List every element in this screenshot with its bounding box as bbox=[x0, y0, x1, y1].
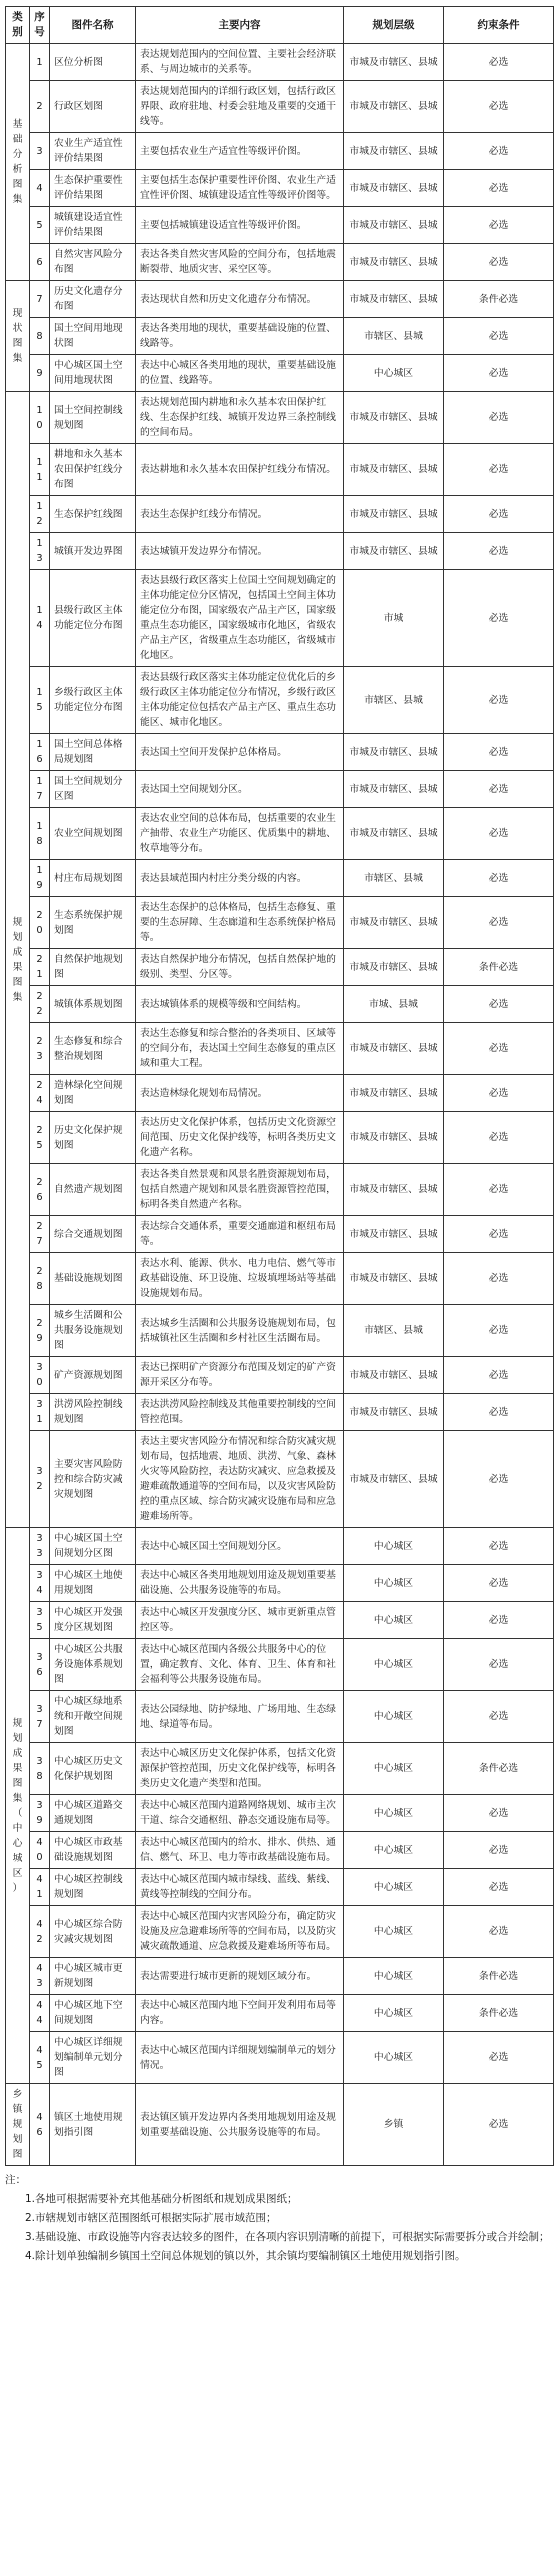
level-cell: 市城 bbox=[344, 570, 444, 667]
table-row bbox=[6, 734, 554, 771]
content-cell: 表达中心城区范围内的给水、排水、供热、通信、燃气、环卫、电力等市政基础设施布局。 bbox=[136, 1832, 344, 1869]
content-cell: 表达国土空间开发保护总体格局。 bbox=[136, 734, 344, 771]
table-row bbox=[6, 771, 554, 808]
requirement-cell: 必选 bbox=[444, 1602, 554, 1639]
seq-cell: 21 bbox=[30, 949, 50, 986]
content-cell: 表达国土空间规划分区。 bbox=[136, 771, 344, 808]
requirement-cell: 必选 bbox=[444, 2032, 554, 2084]
seq-cell: 34 bbox=[30, 1565, 50, 1602]
content-cell: 表达各类自然灾害风险的空间分布，包括地震断裂带、地质灾害、采空区等。 bbox=[136, 244, 344, 281]
level-cell: 市城及市辖区、县城 bbox=[344, 207, 444, 244]
seq-cell: 3 bbox=[30, 133, 50, 170]
name-cell: 基础设施规划图 bbox=[50, 1253, 136, 1305]
content-cell: 表达规划范围内的空间位置、主要社会经济联系、与周边城市的关系等。 bbox=[136, 44, 344, 81]
level-cell: 市城及市辖区、县城 bbox=[344, 496, 444, 533]
table-row bbox=[6, 570, 554, 667]
name-cell: 中心城区土地使用规划图 bbox=[50, 1565, 136, 1602]
level-cell: 市城及市辖区、县城 bbox=[344, 1075, 444, 1112]
requirement-cell: 必选 bbox=[444, 1075, 554, 1112]
level-cell: 市城及市辖区、县城 bbox=[344, 133, 444, 170]
requirement-cell: 必选 bbox=[444, 133, 554, 170]
table-row bbox=[6, 1743, 554, 1795]
note-item: 1.各地可根据需要补充其他基础分析图纸和规划成果图纸； bbox=[25, 2193, 298, 2205]
name-cell: 中心城区市政基础设施规划图 bbox=[50, 1832, 136, 1869]
level-cell: 市城及市辖区、县城 bbox=[344, 44, 444, 81]
name-cell: 中心城区国土空间用地现状图 bbox=[50, 355, 136, 392]
category-cell: 规 划 成 果 图 集 bbox=[6, 392, 30, 1528]
header-requirement: 约束条件 bbox=[444, 7, 554, 44]
name-cell: 国土空间总体格局规划图 bbox=[50, 734, 136, 771]
table-row bbox=[6, 1995, 554, 2032]
content-cell: 表达中心城区范围内道路网络规划、城市主次干道、综合交通枢纽、静态交通设施布局等。 bbox=[136, 1795, 344, 1832]
requirement-cell: 必选 bbox=[444, 1394, 554, 1431]
table-row bbox=[6, 170, 554, 207]
level-cell: 中心城区 bbox=[344, 1691, 444, 1743]
requirement-cell: 必选 bbox=[444, 771, 554, 808]
header-row bbox=[6, 7, 554, 44]
table-row bbox=[6, 392, 554, 444]
name-cell: 中心城区国土空间规划分区图 bbox=[50, 1528, 136, 1565]
seq-cell: 24 bbox=[30, 1075, 50, 1112]
seq-cell: 20 bbox=[30, 897, 50, 949]
table-row bbox=[6, 496, 554, 533]
level-cell: 市城及市辖区、县城 bbox=[344, 1112, 444, 1164]
name-cell: 乡级行政区主体功能定位分布图 bbox=[50, 667, 136, 734]
name-cell: 生态系统保护规划图 bbox=[50, 897, 136, 949]
level-cell: 市城及市辖区、县城 bbox=[344, 533, 444, 570]
content-cell: 表达生态保护的总体格局，包括生态修复、重要的生态屏障、生态廊道和生态系统保护格局等。 bbox=[136, 897, 344, 949]
seq-cell: 40 bbox=[30, 1832, 50, 1869]
category-cell: 现 状 图 集 bbox=[6, 281, 30, 392]
level-cell: 市城及市辖区、县城 bbox=[344, 949, 444, 986]
requirement-cell: 必选 bbox=[444, 986, 554, 1023]
table-row bbox=[6, 1357, 554, 1394]
name-cell: 自然保护地规划图 bbox=[50, 949, 136, 986]
requirement-cell: 条件必选 bbox=[444, 281, 554, 318]
table-row bbox=[6, 667, 554, 734]
requirement-cell: 必选 bbox=[444, 1164, 554, 1216]
name-cell: 综合交通规划图 bbox=[50, 1216, 136, 1253]
requirement-cell: 条件必选 bbox=[444, 1743, 554, 1795]
seq-cell: 37 bbox=[30, 1691, 50, 1743]
notes-section bbox=[5, 2171, 553, 2266]
seq-cell: 39 bbox=[30, 1795, 50, 1832]
seq-cell: 31 bbox=[30, 1394, 50, 1431]
seq-cell: 7 bbox=[30, 281, 50, 318]
content-cell: 表达中心城区开发强度分区、城市更新重点管控区等。 bbox=[136, 1602, 344, 1639]
requirement-cell: 必选 bbox=[444, 667, 554, 734]
level-cell: 市城及市辖区、县城 bbox=[344, 281, 444, 318]
name-cell: 城镇开发边界图 bbox=[50, 533, 136, 570]
table-row bbox=[6, 1394, 554, 1431]
content-cell: 表达规划范围内耕地和永久基本农田保护红线、生态保护红线、城镇开发边界三条控制线的空间布局。 bbox=[136, 392, 344, 444]
content-cell: 表达各类用地的现状，重要基础设施的位置、线路等。 bbox=[136, 318, 344, 355]
name-cell: 中心城区详细规划编制单元划分图 bbox=[50, 2032, 136, 2084]
table-row bbox=[6, 2084, 554, 2166]
content-cell: 表达中心城区范围内地下空间开发利用布局等内容。 bbox=[136, 1995, 344, 2032]
name-cell: 中心城区综合防灾减灾规划图 bbox=[50, 1906, 136, 1958]
name-cell: 矿产资源规划图 bbox=[50, 1357, 136, 1394]
content-cell: 表达中心城区范围内城市绿线、蓝线、紫线、黄线等控制线的空间分布。 bbox=[136, 1869, 344, 1906]
content-cell: 表达各类自然景观和风景名胜资源规划布局，包括自然遗产规划和风景名胜资源管控范围，标明各类自然遗产名称。 bbox=[136, 1164, 344, 1216]
table-row bbox=[6, 1602, 554, 1639]
requirement-cell: 必选 bbox=[444, 1253, 554, 1305]
content-cell: 主要包括生态保护重要性评价图、农业生产适宜性评价图、城镇建设适宜性等级评价图等。 bbox=[136, 170, 344, 207]
level-cell: 中心城区 bbox=[344, 1995, 444, 2032]
seq-cell: 14 bbox=[30, 570, 50, 667]
table-row bbox=[6, 1958, 554, 1995]
table-row bbox=[6, 81, 554, 133]
level-cell: 市城及市辖区、县城 bbox=[344, 444, 444, 496]
note-item: 2.市辖规划市辖区范围图纸可根据实际扩展市域范围； bbox=[25, 2212, 277, 2224]
seq-cell: 4 bbox=[30, 170, 50, 207]
name-cell: 自然遗产规划图 bbox=[50, 1164, 136, 1216]
table-row bbox=[6, 1112, 554, 1164]
name-cell: 农业生产适宜性评价结果图 bbox=[50, 133, 136, 170]
requirement-cell: 必选 bbox=[444, 496, 554, 533]
content-cell: 表达生态修复和综合整治的各类项目、区域等的空间分布，表达国土空间生态修复的重点区域和重大工程。 bbox=[136, 1023, 344, 1075]
requirement-cell: 必选 bbox=[444, 860, 554, 897]
level-cell: 市辖区、县城 bbox=[344, 318, 444, 355]
table-row bbox=[6, 897, 554, 949]
header-name: 图件名称 bbox=[50, 7, 136, 44]
level-cell: 市城及市辖区、县城 bbox=[344, 1253, 444, 1305]
table-row bbox=[6, 1639, 554, 1691]
level-cell: 市城及市辖区、县城 bbox=[344, 170, 444, 207]
table-row bbox=[6, 244, 554, 281]
requirement-cell: 必选 bbox=[444, 1565, 554, 1602]
name-cell: 中心城区绿地系统和开敞空间规划图 bbox=[50, 1691, 136, 1743]
level-cell: 中心城区 bbox=[344, 1795, 444, 1832]
seq-cell: 12 bbox=[30, 496, 50, 533]
table-row bbox=[6, 1832, 554, 1869]
name-cell: 生态保护重要性评价结果图 bbox=[50, 170, 136, 207]
seq-cell: 22 bbox=[30, 986, 50, 1023]
table-row bbox=[6, 860, 554, 897]
requirement-cell: 必选 bbox=[444, 207, 554, 244]
table-row bbox=[6, 355, 554, 392]
requirement-cell: 必选 bbox=[444, 1795, 554, 1832]
seq-cell: 43 bbox=[30, 1958, 50, 1995]
requirement-cell: 必选 bbox=[444, 1528, 554, 1565]
requirement-cell: 必选 bbox=[444, 81, 554, 133]
requirement-cell: 必选 bbox=[444, 1431, 554, 1528]
requirement-cell: 必选 bbox=[444, 170, 554, 207]
requirement-cell: 必选 bbox=[444, 1691, 554, 1743]
requirement-cell: 必选 bbox=[444, 570, 554, 667]
name-cell: 自然灾害风险分布图 bbox=[50, 244, 136, 281]
table-row bbox=[6, 1431, 554, 1528]
content-cell: 表达现状自然和历史文化遗存分布情况。 bbox=[136, 281, 344, 318]
header-level: 规划层级 bbox=[344, 7, 444, 44]
level-cell: 市城及市辖区、县城 bbox=[344, 1431, 444, 1528]
table-row bbox=[6, 44, 554, 81]
name-cell: 农业空间规划图 bbox=[50, 808, 136, 860]
level-cell: 市城及市辖区、县城 bbox=[344, 1023, 444, 1075]
requirement-cell: 必选 bbox=[444, 533, 554, 570]
note-item: 4.除计划单独编制乡镇国土空间总体规划的镇以外，其余镇均要编制镇区土地使用规划指引图。 bbox=[25, 2250, 466, 2262]
requirement-cell: 必选 bbox=[444, 244, 554, 281]
content-cell: 表达综合交通体系，重要交通廊道和枢纽布局等。 bbox=[136, 1216, 344, 1253]
seq-cell: 32 bbox=[30, 1431, 50, 1528]
content-cell: 表达县域范围内村庄分类分级的内容。 bbox=[136, 860, 344, 897]
content-cell: 表达生态保护红线分布情况。 bbox=[136, 496, 344, 533]
seq-cell: 13 bbox=[30, 533, 50, 570]
level-cell: 中心城区 bbox=[344, 355, 444, 392]
level-cell: 中心城区 bbox=[344, 1528, 444, 1565]
table-row bbox=[6, 1691, 554, 1743]
seq-cell: 1 bbox=[30, 44, 50, 81]
seq-cell: 6 bbox=[30, 244, 50, 281]
requirement-cell: 必选 bbox=[444, 1112, 554, 1164]
content-cell: 表达中心城区范围内详细规划编制单元的划分情况。 bbox=[136, 2032, 344, 2084]
requirement-cell: 必选 bbox=[444, 808, 554, 860]
name-cell: 中心城区城市更新规划图 bbox=[50, 1958, 136, 1995]
seq-cell: 44 bbox=[30, 1995, 50, 2032]
seq-cell: 10 bbox=[30, 392, 50, 444]
requirement-cell: 条件必选 bbox=[444, 1958, 554, 1995]
content-cell: 表达耕地和永久基本农田保护红线分布情况。 bbox=[136, 444, 344, 496]
content-cell: 表达规划范围内的详细行政区划，包括行政区界限、政府驻地、村委会驻地及重要的交通干线等。 bbox=[136, 81, 344, 133]
level-cell: 市城、县城 bbox=[344, 986, 444, 1023]
level-cell: 乡镇 bbox=[344, 2084, 444, 2166]
seq-cell: 11 bbox=[30, 444, 50, 496]
table-row bbox=[6, 1528, 554, 1565]
requirement-cell: 必选 bbox=[444, 1869, 554, 1906]
requirement-cell: 必选 bbox=[444, 1639, 554, 1691]
table-row bbox=[6, 207, 554, 244]
level-cell: 市辖区、县城 bbox=[344, 1305, 444, 1357]
seq-cell: 27 bbox=[30, 1216, 50, 1253]
notes-title: 注： bbox=[5, 2174, 26, 2186]
header-content: 主要内容 bbox=[136, 7, 344, 44]
table-row bbox=[6, 318, 554, 355]
requirement-cell: 必选 bbox=[444, 1305, 554, 1357]
level-cell: 中心城区 bbox=[344, 1958, 444, 1995]
table-row bbox=[6, 1906, 554, 1958]
requirement-cell: 必选 bbox=[444, 897, 554, 949]
seq-cell: 36 bbox=[30, 1639, 50, 1691]
category-cell: 规 划 成 果 图 集 （ 中 心 城 区 ） bbox=[6, 1528, 30, 2084]
name-cell: 村庄布局规划图 bbox=[50, 860, 136, 897]
level-cell: 中心城区 bbox=[344, 1869, 444, 1906]
name-cell: 城镇建设适宜性评价结果图 bbox=[50, 207, 136, 244]
name-cell: 区位分析图 bbox=[50, 44, 136, 81]
name-cell: 中心城区控制线规划图 bbox=[50, 1869, 136, 1906]
content-cell: 表达中心城区范围内灾害风险分布，确定防灾设施及应急避难场所等的空间布局，以及防灾减灾疏散通道、应急救援及避难场所等布局。 bbox=[136, 1906, 344, 1958]
map-catalog-table bbox=[5, 6, 554, 2166]
content-cell: 表达造林绿化规划布局情况。 bbox=[136, 1075, 344, 1112]
content-cell: 表达主要灾害风险分布情况和综合防灾减灾规划布局，包括地震、地质、洪涝、气象、森林火灾等风险防控，表达防灾减灾、应急救援及避难疏散通道等的空间布局，以及灾害风险防控的重点区域、综合防灾减灾设施布局和应急避难场所等。 bbox=[136, 1431, 344, 1528]
table-row bbox=[6, 1305, 554, 1357]
requirement-cell: 必选 bbox=[444, 1906, 554, 1958]
content-cell: 表达中心城区各类用地的现状，重要基础设施的位置、线路等。 bbox=[136, 355, 344, 392]
level-cell: 市城及市辖区、县城 bbox=[344, 1394, 444, 1431]
name-cell: 镇区土地使用规划指引图 bbox=[50, 2084, 136, 2166]
requirement-cell: 必选 bbox=[444, 1832, 554, 1869]
table-row bbox=[6, 1216, 554, 1253]
table-row bbox=[6, 133, 554, 170]
name-cell: 中心城区开发强度分区规划图 bbox=[50, 1602, 136, 1639]
level-cell: 市辖区、县城 bbox=[344, 667, 444, 734]
header-seq: 序号 bbox=[30, 7, 50, 44]
requirement-cell: 必选 bbox=[444, 1216, 554, 1253]
name-cell: 洪涝风险控制线规划图 bbox=[50, 1394, 136, 1431]
note-item: 3.基础设施、市政设施等内容表达较多的图件，在各项内容识别清晰的前提下，可根据实际需要拆分或合并绘制； bbox=[25, 2231, 550, 2243]
level-cell: 中心城区 bbox=[344, 1565, 444, 1602]
seq-cell: 9 bbox=[30, 355, 50, 392]
seq-cell: 42 bbox=[30, 1906, 50, 1958]
level-cell: 中心城区 bbox=[344, 1743, 444, 1795]
seq-cell: 2 bbox=[30, 81, 50, 133]
level-cell: 市城及市辖区、县城 bbox=[344, 897, 444, 949]
content-cell: 表达镇区镇开发边界内各类用地规划用途及规划重要基础设施、公共服务设施等的布局。 bbox=[136, 2084, 344, 2166]
seq-cell: 29 bbox=[30, 1305, 50, 1357]
table-row bbox=[6, 533, 554, 570]
table-row bbox=[6, 949, 554, 986]
name-cell: 国土空间规划分区图 bbox=[50, 771, 136, 808]
seq-cell: 33 bbox=[30, 1528, 50, 1565]
table-row bbox=[6, 986, 554, 1023]
table-row bbox=[6, 281, 554, 318]
seq-cell: 17 bbox=[30, 771, 50, 808]
name-cell: 中心城区地下空间规划图 bbox=[50, 1995, 136, 2032]
content-cell: 表达中心城区范围内各级公共服务中心的位置，确定教育、文化、体育、卫生、体育和社会福利等公共服务设施布局。 bbox=[136, 1639, 344, 1691]
seq-cell: 15 bbox=[30, 667, 50, 734]
header-category: 类别 bbox=[6, 7, 30, 44]
name-cell: 城镇体系规划图 bbox=[50, 986, 136, 1023]
table-row bbox=[6, 2032, 554, 2084]
seq-cell: 23 bbox=[30, 1023, 50, 1075]
seq-cell: 28 bbox=[30, 1253, 50, 1305]
content-cell: 表达需要进行城市更新的规划区域分布。 bbox=[136, 1958, 344, 1995]
requirement-cell: 必选 bbox=[444, 1357, 554, 1394]
name-cell: 主要灾害风险防控和综合防灾减灾规划图 bbox=[50, 1431, 136, 1528]
name-cell: 生态保护红线图 bbox=[50, 496, 136, 533]
requirement-cell: 必选 bbox=[444, 44, 554, 81]
seq-cell: 8 bbox=[30, 318, 50, 355]
seq-cell: 25 bbox=[30, 1112, 50, 1164]
level-cell: 市城及市辖区、县城 bbox=[344, 808, 444, 860]
name-cell: 国土空间用地现状图 bbox=[50, 318, 136, 355]
seq-cell: 41 bbox=[30, 1869, 50, 1906]
content-cell: 表达农业空间的总体布局，包括重要的农业生产抽带、农业生产功能区、优质集中的耕地、牧草地等分布。 bbox=[136, 808, 344, 860]
content-cell: 主要包括农业生产适宜性等级评价图。 bbox=[136, 133, 344, 170]
level-cell: 市城及市辖区、县城 bbox=[344, 244, 444, 281]
name-cell: 造林绿化空间规划图 bbox=[50, 1075, 136, 1112]
content-cell: 表达中心城区国土空间规划分区。 bbox=[136, 1528, 344, 1565]
catalog-body bbox=[6, 44, 554, 2166]
name-cell: 耕地和永久基本农田保护红线分布图 bbox=[50, 444, 136, 496]
table-row bbox=[6, 1795, 554, 1832]
name-cell: 历史文化保护规划图 bbox=[50, 1112, 136, 1164]
requirement-cell: 必选 bbox=[444, 318, 554, 355]
content-cell: 表达自然保护地分布情况，包括自然保护地的级别、类型、分区等。 bbox=[136, 949, 344, 986]
name-cell: 生态修复和综合整治规划图 bbox=[50, 1023, 136, 1075]
seq-cell: 5 bbox=[30, 207, 50, 244]
level-cell: 中心城区 bbox=[344, 1832, 444, 1869]
content-cell: 表达水利、能源、供水、电力电信、燃气等市政基础设施、环卫设施、垃圾填埋场站等基础设施规划布局。 bbox=[136, 1253, 344, 1305]
level-cell: 中心城区 bbox=[344, 1639, 444, 1691]
level-cell: 市城及市辖区、县城 bbox=[344, 81, 444, 133]
name-cell: 中心城区公共服务设施体系规划图 bbox=[50, 1639, 136, 1691]
content-cell: 表达公园绿地、防护绿地、广场用地、生态绿地、绿道等布局。 bbox=[136, 1691, 344, 1743]
name-cell: 行政区划图 bbox=[50, 81, 136, 133]
seq-cell: 26 bbox=[30, 1164, 50, 1216]
table-row bbox=[6, 1075, 554, 1112]
requirement-cell: 必选 bbox=[444, 392, 554, 444]
level-cell: 中心城区 bbox=[344, 1906, 444, 1958]
content-cell: 表达县级行政区落实上位国土空间规划确定的主体功能定位分区情况，包括国土空间主体功能定位分布图，国家级农产品主产区，国家级重点生态功能区，国家级城市化地区，省级农产品主产区，省级重点生态功能区，省级城市化地区。 bbox=[136, 570, 344, 667]
content-cell: 表达县级行政区落实主体功能定位优化后的乡级行政区主体功能定位分布情况，乡级行政区主体功能定位包括农产品主产区、重点生态功能区、城市化地区。 bbox=[136, 667, 344, 734]
requirement-cell: 条件必选 bbox=[444, 949, 554, 986]
level-cell: 中心城区 bbox=[344, 2032, 444, 2084]
name-cell: 中心城区历史文化保护规划图 bbox=[50, 1743, 136, 1795]
level-cell: 市城及市辖区、县城 bbox=[344, 392, 444, 444]
level-cell: 市城及市辖区、县城 bbox=[344, 771, 444, 808]
seq-cell: 18 bbox=[30, 808, 50, 860]
content-cell: 主要包括城镇建设适宜性等级评价图。 bbox=[136, 207, 344, 244]
seq-cell: 19 bbox=[30, 860, 50, 897]
level-cell: 市辖区、县城 bbox=[344, 860, 444, 897]
seq-cell: 35 bbox=[30, 1602, 50, 1639]
requirement-cell: 条件必选 bbox=[444, 1995, 554, 2032]
requirement-cell: 必选 bbox=[444, 444, 554, 496]
table-row bbox=[6, 1164, 554, 1216]
content-cell: 表达城镇开发边界分布情况。 bbox=[136, 533, 344, 570]
level-cell: 市城及市辖区、县城 bbox=[344, 734, 444, 771]
seq-cell: 16 bbox=[30, 734, 50, 771]
level-cell: 市城及市辖区、县城 bbox=[344, 1216, 444, 1253]
content-cell: 表达城乡生活圈和公共服务设施规划布局，包括城镇社区生活圈和乡村社区生活圈布局。 bbox=[136, 1305, 344, 1357]
level-cell: 市城及市辖区、县城 bbox=[344, 1164, 444, 1216]
name-cell: 历史文化遗存分布图 bbox=[50, 281, 136, 318]
content-cell: 表达历史文化保护体系，包括历史文化资源空间范围、历史文化保护线等，标明各类历史文化遗产名称。 bbox=[136, 1112, 344, 1164]
content-cell: 表达城镇体系的规模等级和空间结构。 bbox=[136, 986, 344, 1023]
seq-cell: 30 bbox=[30, 1357, 50, 1394]
level-cell: 市城及市辖区、县城 bbox=[344, 1357, 444, 1394]
seq-cell: 38 bbox=[30, 1743, 50, 1795]
content-cell: 表达已探明矿产资源分布范围及划定的矿产资源开采区分布等。 bbox=[136, 1357, 344, 1394]
name-cell: 国土空间控制线规划图 bbox=[50, 392, 136, 444]
seq-cell: 46 bbox=[30, 2084, 50, 2166]
name-cell: 城乡生活圈和公共服务设施规划图 bbox=[50, 1305, 136, 1357]
seq-cell: 45 bbox=[30, 2032, 50, 2084]
table-row bbox=[6, 1565, 554, 1602]
requirement-cell: 必选 bbox=[444, 734, 554, 771]
category-cell: 基 础 分 析 图 集 bbox=[6, 44, 30, 281]
table-row bbox=[6, 444, 554, 496]
content-cell: 表达中心城区历史文化保护体系，包括文化资源保护管控范围，历史文化保护线等，标明各类历史文化遗产类型和范围。 bbox=[136, 1743, 344, 1795]
name-cell: 县级行政区主体功能定位分布图 bbox=[50, 570, 136, 667]
content-cell: 表达洪涝风险控制线及其他重要控制线的空间管控范围。 bbox=[136, 1394, 344, 1431]
category-cell: 乡 镇 规 划 图 bbox=[6, 2084, 30, 2166]
table-row bbox=[6, 808, 554, 860]
requirement-cell: 必选 bbox=[444, 2084, 554, 2166]
level-cell: 中心城区 bbox=[344, 1602, 444, 1639]
requirement-cell: 必选 bbox=[444, 1023, 554, 1075]
name-cell: 中心城区道路交通规划图 bbox=[50, 1795, 136, 1832]
requirement-cell: 必选 bbox=[444, 355, 554, 392]
table-row bbox=[6, 1253, 554, 1305]
table-row bbox=[6, 1023, 554, 1075]
content-cell: 表达中心城区各类用地规划用途及规划重要基础设施、公共服务设施等的布局。 bbox=[136, 1565, 344, 1602]
table-row bbox=[6, 1869, 554, 1906]
